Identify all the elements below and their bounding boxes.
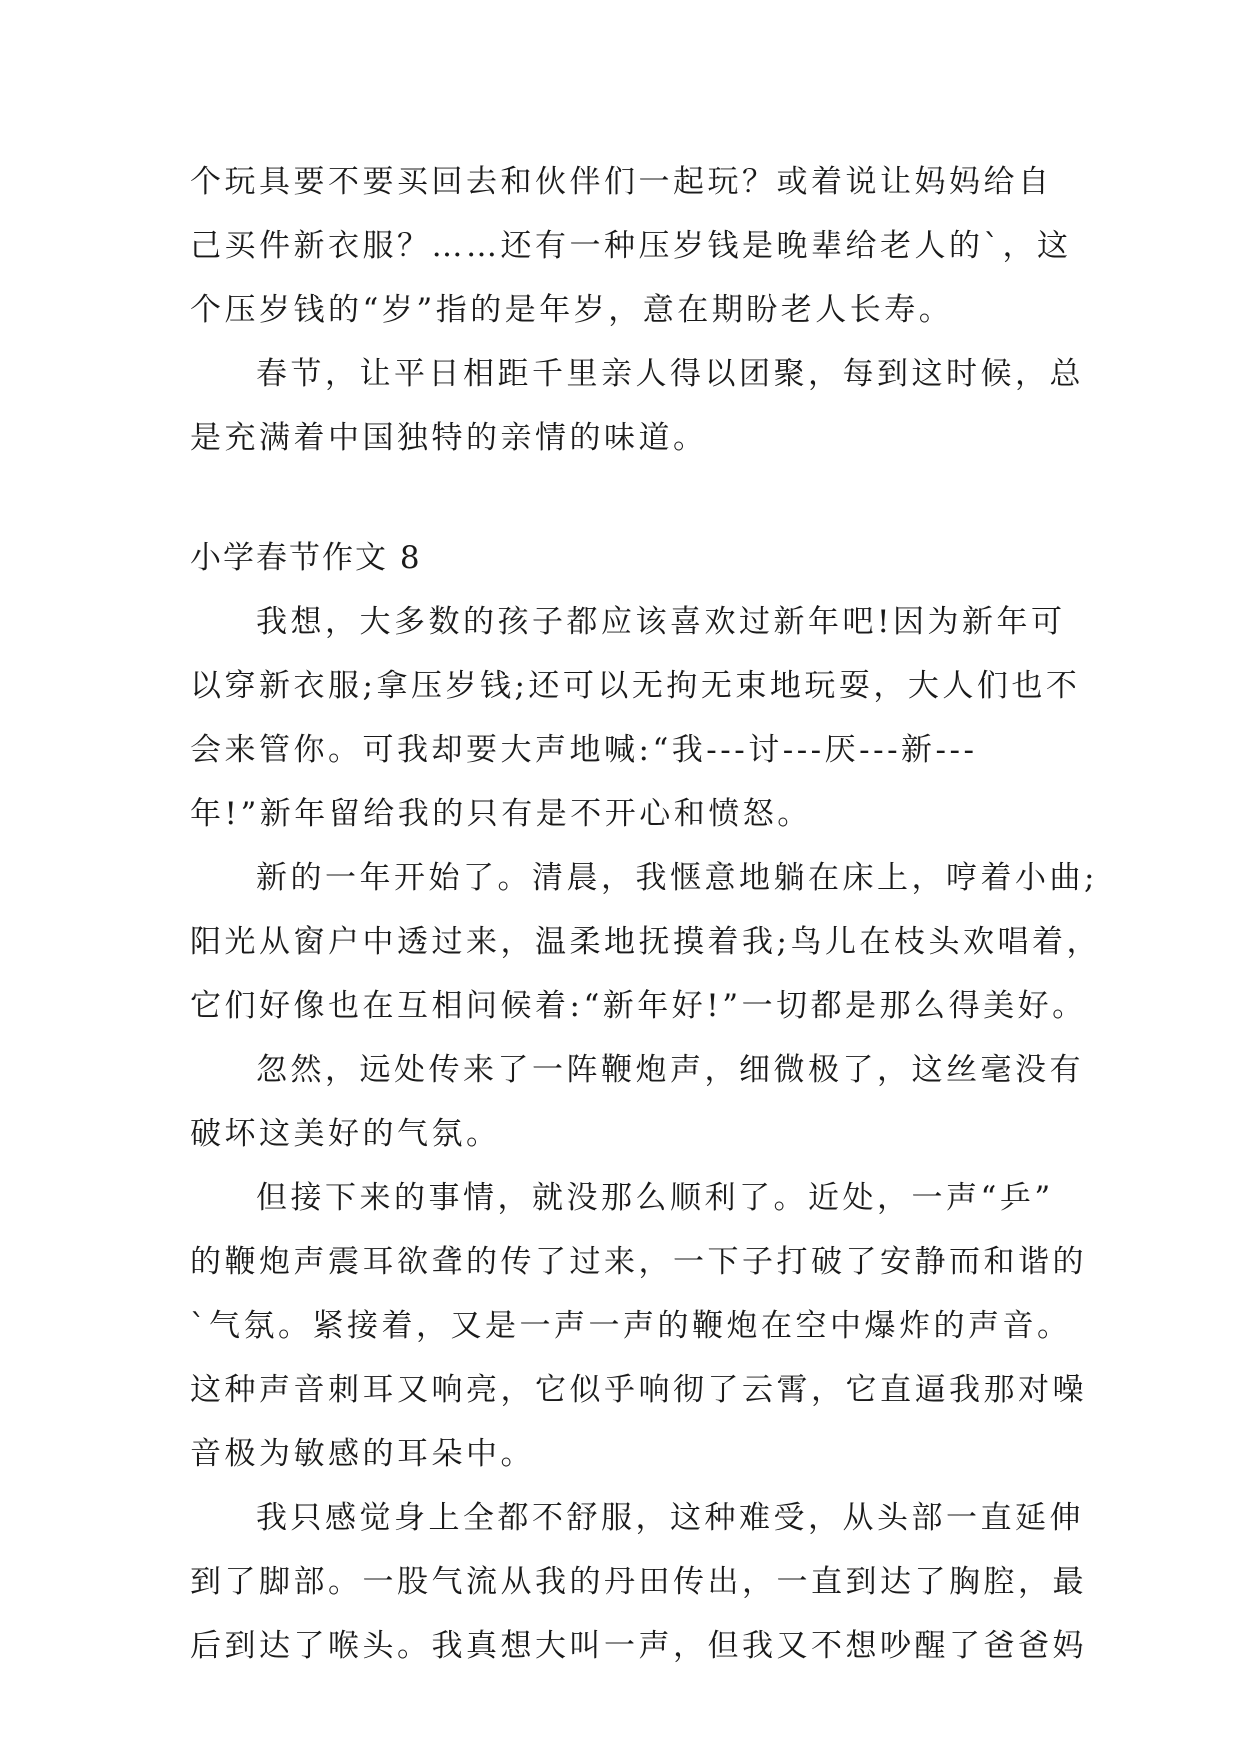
- text-line: 年!”新年留给我的只有是不开心和愤怒。: [190, 796, 812, 832]
- text-line: 己买件新衣服？……还有一种压岁钱是晚辈给老人的`，这: [190, 228, 1072, 264]
- paragraph: [190, 846, 1101, 1038]
- text-line: 到了脚部。一股气流从我的丹田传出，一直到达了胸腔，最: [190, 1564, 1087, 1600]
- text-line: 忽然，远处传来了一阵鞭炮声，细微极了，这丝毫没有: [256, 1052, 1084, 1088]
- text-line: 它们好像也在互相问候着:“新年好!”一切都是那么得美好。: [190, 988, 1087, 1024]
- text-line: 音极为敏感的耳朵中。: [190, 1436, 535, 1472]
- text-line: `气氛。紧接着，又是一声一声的鞭炮在空中爆炸的声音。: [190, 1308, 1072, 1344]
- text-line: 以穿新衣服;拿压岁钱;还可以无拘无束地玩耍，大人们也不: [190, 668, 1081, 704]
- text-line: 这种声音刺耳又响亮，它似乎响彻了云霄，它直逼我那对噪: [190, 1372, 1087, 1408]
- text-line: 但接下来的事情，就没那么顺利了。近处，一声“乒”: [256, 1180, 1054, 1216]
- text-line: 我只感觉身上全都不舒服，这种难受，从头部一直延伸: [256, 1500, 1084, 1536]
- text-line: 会来管你。可我却要大声地喊:“我---讨---厌---新---: [190, 732, 978, 768]
- paragraph: [190, 342, 1084, 470]
- text-line: 春节，让平日相距千里亲人得以团聚，每到这时候，总: [256, 356, 1084, 392]
- section-title: 小学春节作文 8: [190, 540, 422, 576]
- text-line: 后到达了喉头。我真想大叫一声，但我又不想吵醒了爸爸妈: [190, 1628, 1087, 1664]
- paragraph: [190, 1166, 1087, 1486]
- text-line: 我想，大多数的孩子都应该喜欢过新年吧!因为新年可: [256, 604, 1066, 640]
- text-line: 的鞭炮声震耳欲聋的传了过来，一下子打破了安静而和谐的: [190, 1244, 1087, 1280]
- paragraph: [190, 1038, 1084, 1166]
- paragraph: [190, 590, 1081, 846]
- text-line: 个压岁钱的“岁”指的是年岁，意在期盼老人长寿。: [190, 292, 954, 328]
- text-line: 新的一年开始了。清晨，我惬意地躺在床上，哼着小曲;: [256, 860, 1098, 896]
- paragraph-continued: [190, 150, 1072, 342]
- text-line: 破坏这美好的气氛。: [190, 1116, 501, 1152]
- text-line: 阳光从窗户中透过来，温柔地抚摸着我;鸟儿在枝头欢唱着，: [190, 924, 1101, 960]
- section-spacer: [190, 470, 1041, 526]
- text-line: 个玩具要不要买回去和伙伴们一起玩？或着说让妈妈给自: [190, 164, 1053, 200]
- text-line: 是充满着中国独特的亲情的味道。: [190, 420, 708, 456]
- paragraph: [190, 1486, 1087, 1678]
